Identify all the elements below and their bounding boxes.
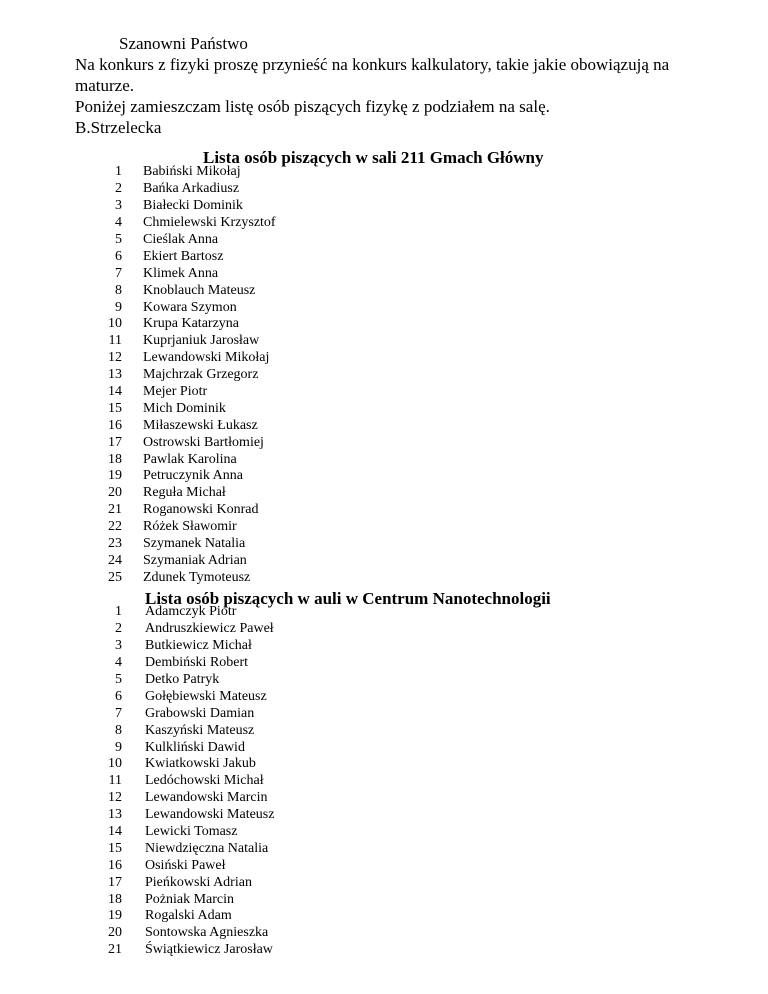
student-name: Andruszkiewicz Paweł (145, 621, 274, 637)
list-item (100, 705, 274, 722)
student-name: Pożniak Marcin (145, 891, 235, 907)
list-item (100, 621, 274, 638)
student-name: Majchrzak Grzegorz (143, 367, 259, 383)
student-name: Mich Dominik (143, 400, 226, 416)
item-number: 11 (108, 773, 122, 789)
student-name: Butkiewicz Michał (145, 638, 252, 654)
student-name: Grabowski Damian (145, 705, 255, 721)
student-name: Kowara Szymon (143, 299, 237, 315)
item-number: 17 (108, 434, 122, 450)
item-number: 20 (108, 925, 122, 941)
student-name: Lewicki Tomasz (145, 824, 238, 840)
item-number: 2 (115, 621, 122, 637)
item-number: 3 (115, 638, 122, 654)
list-item (100, 874, 274, 891)
student-name: Gołębiewski Mateusz (145, 688, 267, 704)
item-number: 14 (108, 824, 122, 840)
list-item (100, 316, 276, 333)
item-number: 10 (108, 316, 122, 332)
student-name: Dembiński Robert (145, 655, 249, 671)
student-name: Sontowska Agnieszka (145, 925, 269, 941)
item-number: 4 (115, 655, 122, 671)
student-name: Detko Patryk (145, 672, 220, 687)
item-number: 21 (108, 942, 122, 958)
list-item (100, 908, 274, 925)
student-name: Lewandowski Mateusz (145, 807, 275, 823)
item-number: 24 (108, 552, 122, 568)
list-item (100, 790, 274, 807)
list-item (100, 299, 276, 316)
item-number: 1 (115, 164, 122, 180)
student-name: Lewandowski Mikołaj (143, 350, 270, 366)
list-item (100, 638, 274, 655)
item-number: 6 (115, 688, 122, 704)
item-number: 16 (108, 417, 122, 433)
item-number: 1 (115, 604, 122, 620)
item-number: 13 (108, 367, 122, 383)
student-name: Babiński Mikołaj (143, 164, 241, 180)
student-name: Kulkliński Dawid (145, 739, 245, 755)
item-number: 14 (108, 384, 122, 400)
list-item (100, 824, 274, 841)
list-item (100, 942, 274, 959)
student-name: Kwiatkowski Jakub (145, 756, 256, 772)
item-number: 19 (108, 468, 122, 484)
list-item (100, 417, 276, 434)
list-item (100, 265, 276, 282)
signature: B.Strzelecka (75, 118, 162, 137)
student-name: Klimek Anna (143, 265, 219, 281)
student-name: Niewdzięczna Natalia (145, 840, 269, 856)
item-number: 19 (108, 908, 122, 924)
item-number: 22 (108, 519, 122, 535)
list-item (100, 722, 274, 739)
item-number: 25 (108, 569, 122, 585)
student-name: Świątkiewicz Jarosław (145, 942, 273, 958)
list-item (100, 333, 276, 350)
list-item (100, 468, 276, 485)
item-number: 3 (115, 198, 122, 214)
item-number: 7 (115, 265, 122, 281)
student-list-room-211 (100, 164, 276, 586)
item-number: 12 (108, 350, 122, 366)
student-name: Reguła Michał (143, 485, 226, 501)
student-name: Ledóchowski Michał (145, 773, 264, 789)
item-number: 11 (108, 333, 122, 349)
list-item (100, 519, 276, 536)
list-item (100, 807, 274, 824)
list-item (100, 485, 276, 502)
item-number: 4 (115, 215, 122, 231)
list-item (100, 451, 276, 468)
list-item (100, 350, 276, 367)
list-item (100, 248, 276, 265)
list-item (100, 384, 276, 401)
student-name: Cieślak Anna (143, 232, 219, 247)
student-name: Adamczyk Piotr (145, 604, 237, 620)
list-item (100, 925, 274, 942)
list-item (100, 215, 276, 232)
student-name: Szymanek Natalia (143, 536, 246, 552)
student-name: Knoblauch Mateusz (143, 282, 256, 298)
section-title-room-211: Lista osób piszących w sali 211 Gmach Główny (203, 148, 544, 167)
item-number: 16 (108, 857, 122, 873)
item-number: 7 (115, 705, 122, 721)
student-name: Petruczynik Anna (143, 468, 243, 484)
list-item (100, 434, 276, 451)
item-number: 9 (115, 299, 122, 315)
student-name: Chmielewski Krzysztof (143, 215, 276, 231)
list-item (100, 840, 274, 857)
list-item (100, 552, 276, 569)
item-number: 13 (108, 807, 122, 823)
list-item (100, 400, 276, 417)
student-name: Rogalski Adam (145, 908, 232, 924)
item-number: 5 (115, 672, 122, 687)
list-item (100, 569, 276, 586)
item-number: 18 (108, 451, 122, 467)
list-item (100, 181, 276, 198)
list-item (100, 232, 276, 249)
list-item (100, 655, 274, 672)
list-item (100, 773, 274, 790)
student-name: Białecki Dominik (143, 198, 243, 214)
item-number: 8 (115, 722, 122, 738)
list-intro: Poniżej zamieszczam listę osób piszących fizykę z podziałem na salę. (75, 97, 550, 116)
student-name: Kaszyński Mateusz (145, 722, 255, 738)
student-name: Ostrowski Bartłomiej (143, 434, 264, 450)
list-item (100, 282, 276, 299)
list-item (100, 198, 276, 215)
item-number: 10 (108, 756, 122, 772)
list-item (100, 164, 276, 181)
list-item (100, 367, 276, 384)
student-name: Lewandowski Marcin (145, 790, 268, 806)
calculator-notice: Na konkurs z fizyki proszę przynieść na konkurs kalkulatory, takie jakie obowiązują na maturze. (75, 55, 670, 95)
item-number: 12 (108, 790, 122, 806)
list-item (100, 891, 274, 908)
list-item (100, 536, 276, 553)
item-number: 17 (108, 874, 122, 890)
item-number: 20 (108, 485, 122, 501)
item-number: 9 (115, 739, 122, 755)
student-name: Pieńkowski Adrian (145, 874, 252, 890)
list-item (100, 756, 274, 773)
student-name: Mejer Piotr (143, 384, 208, 400)
item-number: 15 (108, 840, 122, 856)
student-name: Roganowski Konrad (143, 502, 259, 518)
student-name: Kuprjaniuk Jarosław (143, 333, 260, 349)
list-item (100, 502, 276, 519)
list-item (100, 604, 274, 621)
student-name: Szymaniak Adrian (143, 552, 247, 568)
item-number: 8 (115, 282, 122, 298)
item-number: 2 (115, 181, 122, 197)
section-title-nanotech-hall: Lista osób piszących w auli w Centrum Nanotechnologii (145, 589, 551, 608)
student-name: Ekiert Bartosz (143, 248, 224, 264)
student-list-nanotech-hall (100, 604, 274, 959)
item-number: 21 (108, 502, 122, 518)
student-name: Różek Sławomir (143, 519, 237, 535)
item-number: 5 (115, 232, 122, 247)
student-name: Osiński Paweł (145, 857, 226, 873)
student-name: Miłaszewski Łukasz (143, 417, 258, 433)
student-name: Zdunek Tymoteusz (143, 569, 251, 585)
item-number: 23 (108, 536, 122, 552)
list-item (100, 688, 274, 705)
student-name: Bańka Arkadiusz (143, 181, 240, 197)
item-number: 18 (108, 891, 122, 907)
item-number: 6 (115, 248, 122, 264)
intro-text (75, 33, 715, 138)
list-item (100, 857, 274, 874)
student-name: Pawlak Karolina (143, 451, 237, 467)
list-item (100, 739, 274, 756)
greeting: Szanowni Państwo (119, 34, 248, 53)
student-name: Krupa Katarzyna (143, 316, 240, 332)
list-item (100, 672, 274, 689)
item-number: 15 (108, 400, 122, 416)
